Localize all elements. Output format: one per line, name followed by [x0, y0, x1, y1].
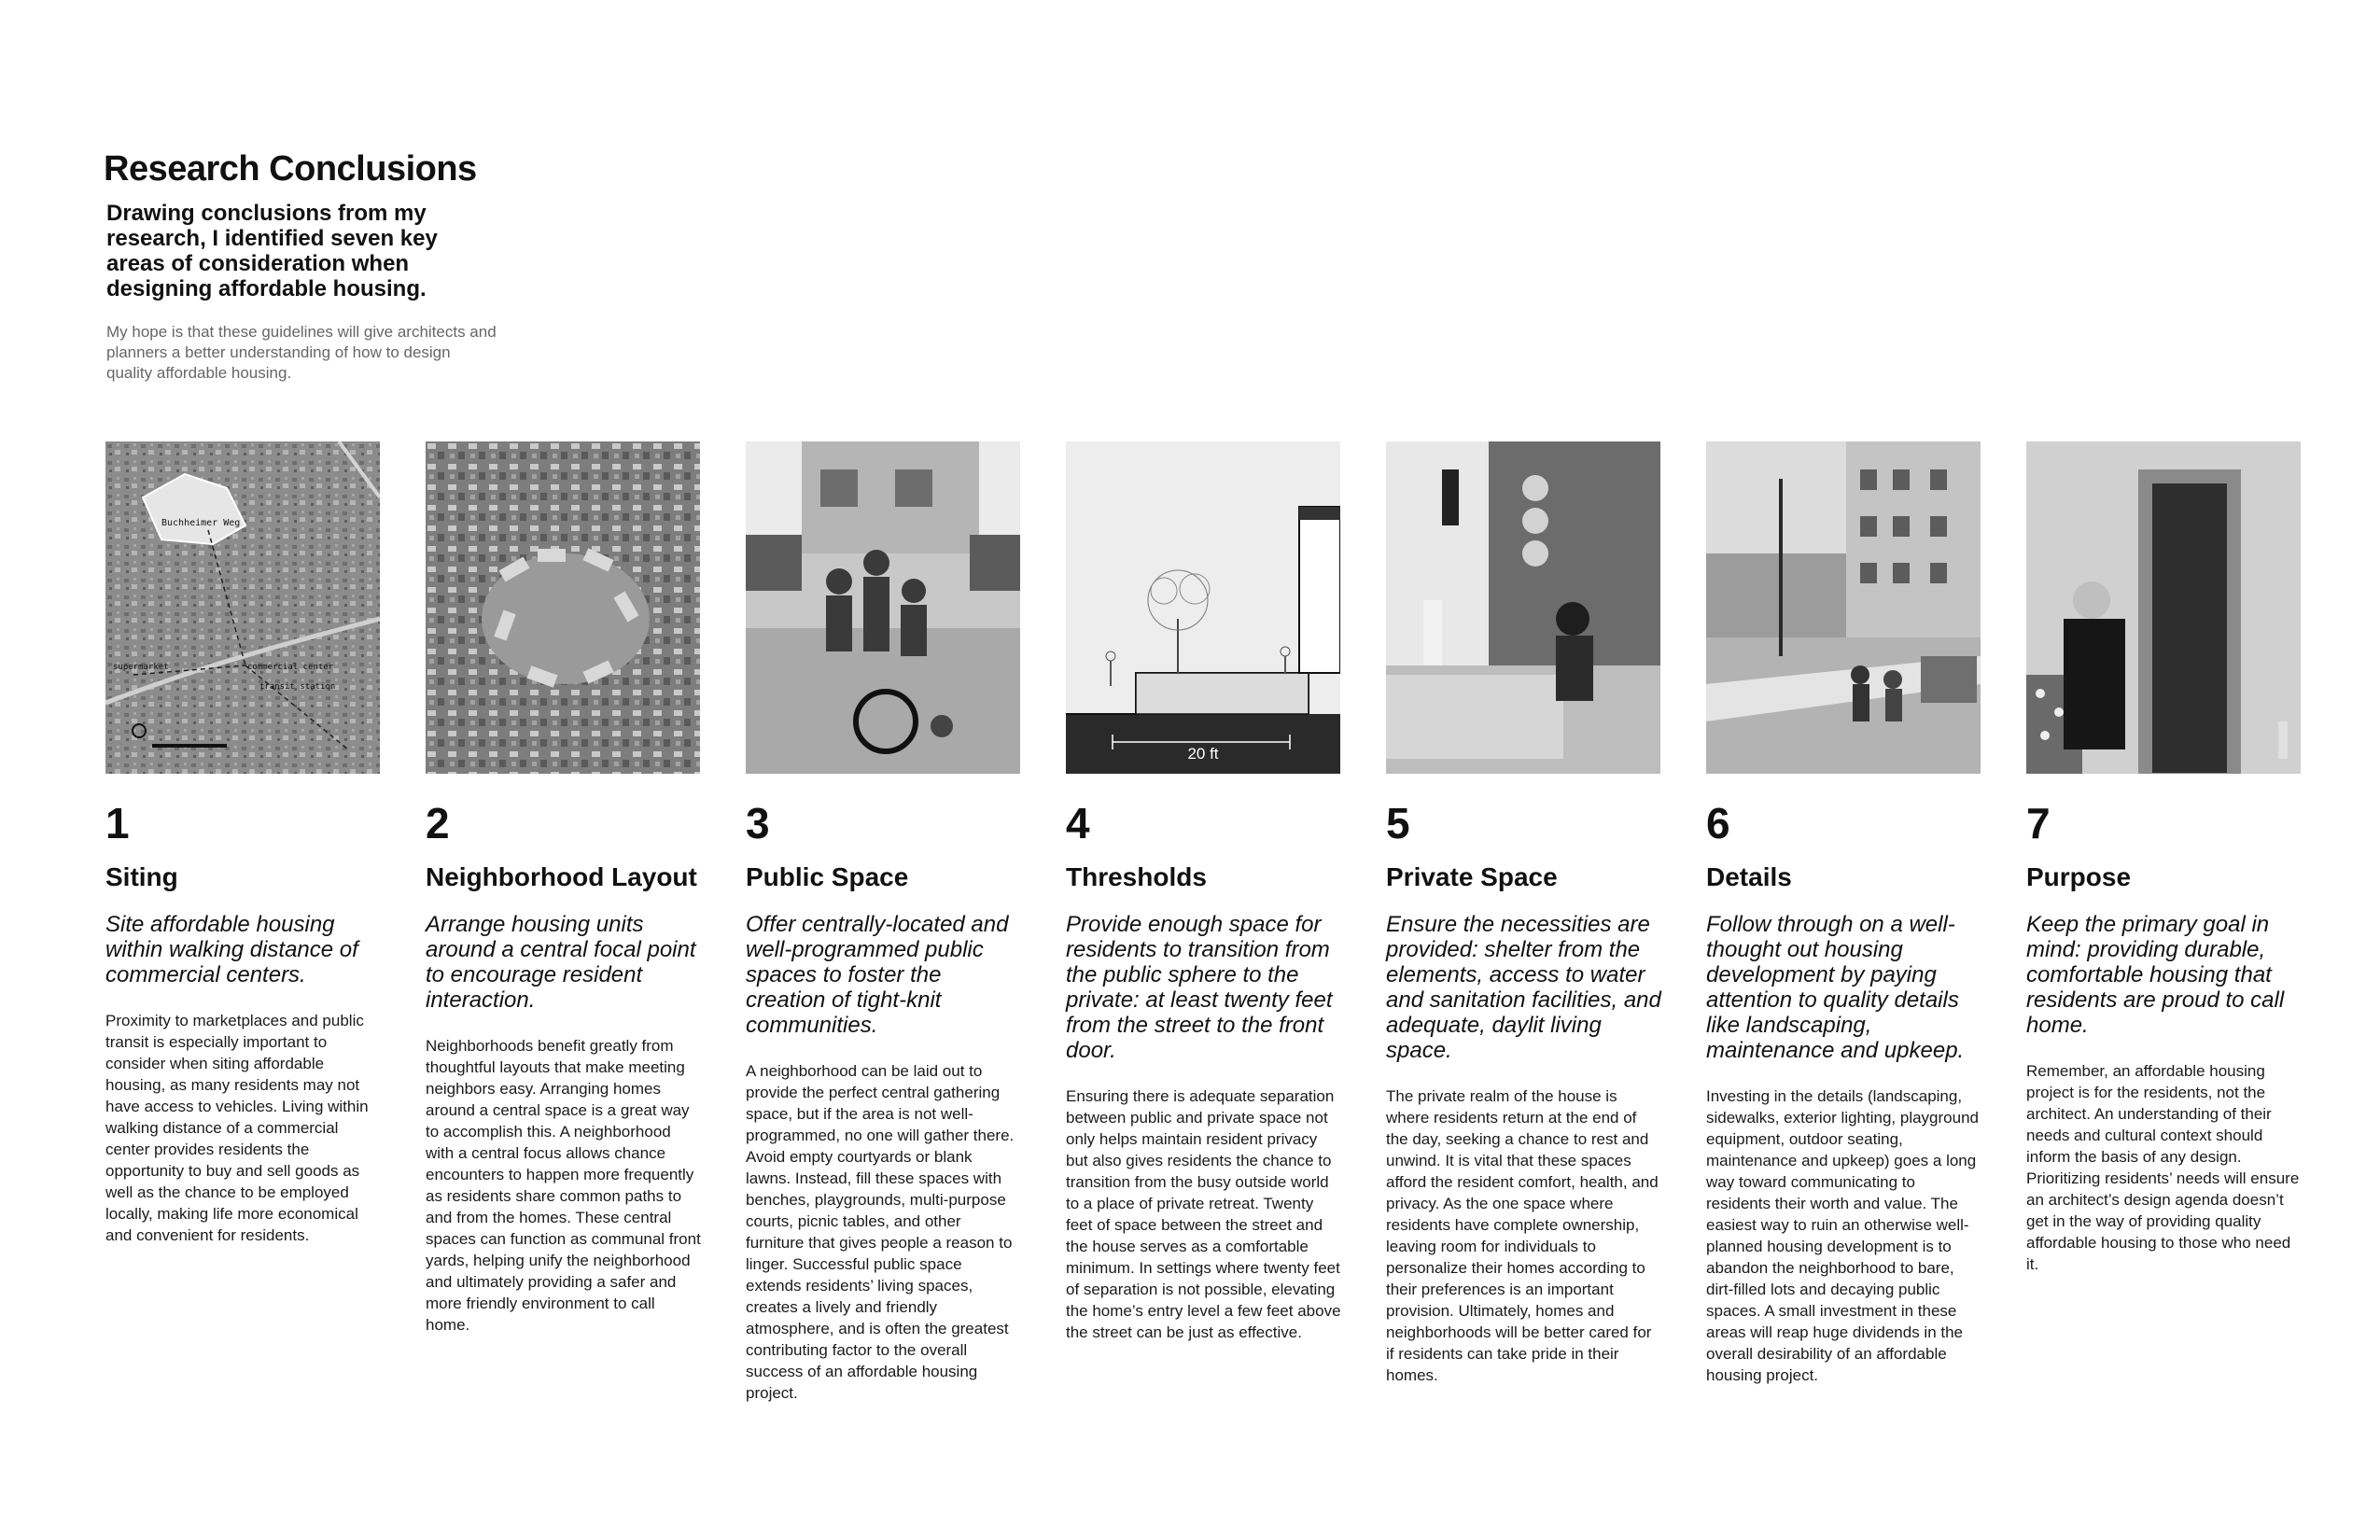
column-neighborhood-layout: [426, 441, 701, 1336]
column-body: Neighborhoods benefit greatly from thoughtful layouts that make meeting neighbors easy. Arranging homes around a central space is a great way to accomplish this. A neighborhood with a central focus allows chance encounters to happen more frequently as residents share common paths to and from the homes. These central spaces can function as communal front yards, helping unify the neighborhood and ultimately providing a safer and more friendly environment to call home.: [426, 1037, 701, 1334]
dimension-label: 20 ft: [1187, 745, 1219, 763]
column-number: 2: [426, 799, 450, 847]
column-lead: Ensure the necessities are provided: shelter from the elements, access to water and sanitation facilities, and adequate, daylit living space.: [1386, 912, 1661, 1063]
siting-map-image: [105, 441, 380, 774]
column-title: Siting: [105, 862, 178, 891]
column-body: The private realm of the house is where residents return at the end of the day, seeking a chance to rest and unwind. It is vital that these spaces afford the resident comfort, health, and privacy. As the one space where residents have complete ownership, leaving room for individuals to personalize their homes according to their preferences is an important provision. Ultimately, homes and neighborhoods will be better cared for if residents can take pride in their homes.: [1386, 1087, 1659, 1384]
column-private-space: [1386, 441, 1661, 1386]
map-label-commercial: commercial center: [247, 663, 334, 672]
column-thresholds: [1066, 441, 1341, 1343]
column-number: 5: [1386, 799, 1410, 847]
column-body: Ensuring there is adequate separation between public and private space not only helps maintain resident privacy but also gives residents the chance to transition from the busy outside world to a place of private retreat. Twenty feet of space between the street and the house serves as a comfortable minimum. In settings where twenty feet of separation is not possible, elevating the home’s entry level a few feet above the street can be just as effective.: [1066, 1087, 1341, 1341]
column-title: Neighborhood Layout: [426, 862, 697, 891]
column-siting: [105, 441, 381, 1246]
page-title: Research Conclusions: [104, 149, 477, 189]
column-number: 7: [2026, 799, 2051, 847]
column-purpose: [2026, 441, 2302, 1275]
threshold-section-diagram: [1066, 441, 1340, 774]
column-title: Details: [1706, 862, 1792, 891]
column-number: 3: [746, 799, 770, 847]
map-label-area: Buchheimer Weg: [161, 518, 241, 528]
column-lead: Provide enough space for residents to transition from the public sphere to the private: at least twenty feet from the street to the front door.: [1066, 912, 1333, 1063]
page-subtitle: Drawing conclusions from my research, I identified seven key areas of consideration when designing affordable housing.: [106, 201, 438, 301]
column-lead: Offer centrally-located and well-programmed public spaces to foster the creation of tight-knit communities.: [746, 912, 1009, 1038]
map-label-supermarket: supermarket: [113, 663, 169, 672]
column-number: 6: [1706, 799, 1730, 847]
neighborhood-aerial-image: [426, 441, 700, 774]
purpose-photo: [2026, 441, 2301, 774]
column-title: Private Space: [1386, 862, 1558, 891]
column-details: [1706, 441, 1981, 1386]
column-number: 4: [1066, 799, 1090, 847]
column-lead: Arrange housing units around a central focal point to encourage resident interaction.: [426, 912, 696, 1013]
column-lead: Site affordable housing within walking distance of commercial centers.: [105, 912, 358, 987]
column-title: Purpose: [2026, 862, 2132, 891]
intro: [104, 149, 496, 384]
column-lead: Keep the primary goal in mind: providing durable, comfortable housing that residents are proud to call home.: [2026, 912, 2285, 1038]
public-space-photo: [746, 441, 1020, 774]
map-label-transit: transit station: [259, 682, 336, 692]
column-number: 1: [105, 799, 130, 847]
column-body: A neighborhood can be laid out to provide the perfect central gathering space, but if the area is not well-programmed, no one will gather there. Avoid empty courtyards or blank lawns. Instead, fill these spaces with benches, playgrounds, multi-purpose courts, picnic tables, and other furniture that gives people a reason to linger. Successful public space extends residents’ living spaces, creates a lively and friendly atmosphere, and is often the greatest contributing factor to the overall success of an affordable housing project.: [746, 1062, 1015, 1402]
private-space-photo: [1386, 441, 1660, 774]
page-note: My hope is that these guidelines will give architects and planners a better understanding of how to design quality affordable housing.: [106, 323, 497, 382]
column-body: Remember, an affordable housing project is for the residents, not the architect. An understanding of their needs and cultural context should inform the basis of any design. Prioritizing residents’ needs will ensure an architect’s design agenda doesn’t get in the way of providing quality affordable housing to those who need it.: [2026, 1062, 2300, 1273]
column-title: Public Space: [746, 862, 909, 891]
column-title: Thresholds: [1066, 862, 1207, 891]
column-lead: Follow through on a well-thought out housing development by paying attention to quality details like landscaping, maintenance and upkeep.: [1706, 912, 1965, 1063]
details-photo: [1706, 441, 1981, 774]
column-public-space: [746, 441, 1021, 1404]
column-body: Investing in the details (landscaping, sidewalks, exterior lighting, playground equipment, outdoor seating, maintenance and upkeep) goes a long way toward communicating to residents their worth and value. The easiest way to ruin an otherwise well-planned housing development is to abandon the neighborhood to bare, dirt-filled lots and decaying public spaces. A small investment in these areas will reap huge dividends in the overall desirability of an affordable housing project.: [1706, 1087, 1979, 1384]
column-body: Proximity to marketplaces and public transit is especially important to consider when siting affordable housing, as many residents may not have access to vehicles. Living within walking distance of a commercial center provides residents the opportunity to buy and sell goods as well as the chance to be employed locally, making life more economical and convenient for residents.: [105, 1012, 369, 1244]
